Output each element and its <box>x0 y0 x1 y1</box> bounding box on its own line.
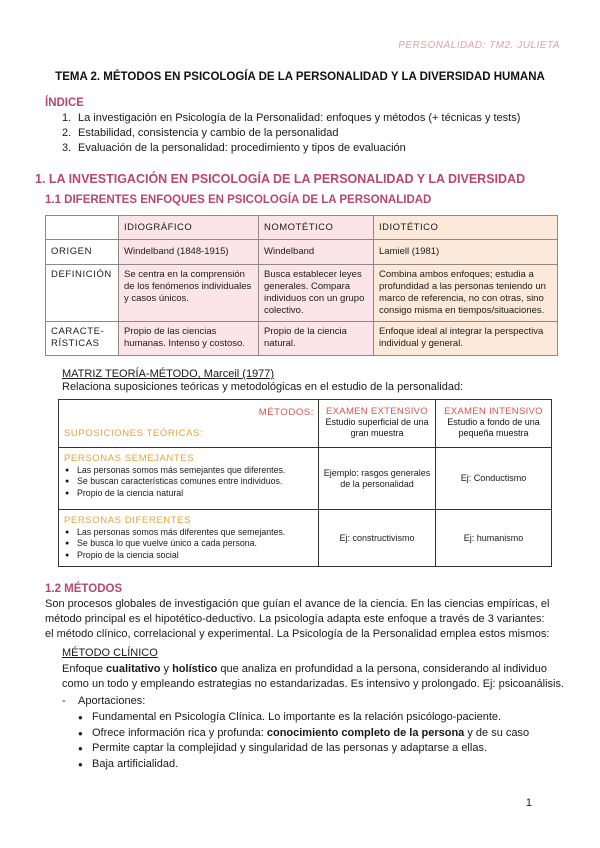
matrix-subtitle: Relaciona suposiciones teóricas y metodológicas en el estudio de la personalidad: <box>62 381 464 393</box>
index-list <box>62 111 520 156</box>
methods-label: MÉTODOS: <box>258 407 314 418</box>
contributions-label: - Aportaciones: <box>62 695 146 707</box>
bullet-list <box>64 527 313 562</box>
matrix-column-header: EXAMEN INTENSIVO Estudio a fondo de una pequeña muestra <box>436 400 552 448</box>
matrix-row-header: PERSONAS DIFERENTES ● Las personas somos más diferentes que semejantes. ● Se busca lo que vuelve único a cada persona. ● Propio de la ciencia social <box>59 510 319 567</box>
table-cell: Ej: Conductismo <box>436 448 552 510</box>
methods-paragraph: Son procesos globales de investigación que guían el avance de la ciencia. En las ciencias empíricas, el método principal es el hipotético-deductivo. La psicología adapta este enfoque a través de 3 variantes: el método clínico, correlacional y experimental. La Psicología de la Personalidad emplea estos mismos: <box>45 598 550 640</box>
theory-method-matrix <box>58 399 552 567</box>
table-row <box>46 265 558 322</box>
table-cell: Ej: humanismo <box>436 510 552 567</box>
index-item: 2. Estabilidad, consistencia y cambio de la personalidad <box>62 127 339 139</box>
list-item: ● Se busca lo que vuelve único a cada persona. <box>64 538 313 550</box>
table-header-row <box>46 216 558 240</box>
document-title: TEMA 2. MÉTODOS EN PSICOLOGÍA DE LA PERSONALIDAD Y LA DIVERSIDAD HUMANA <box>55 71 545 83</box>
clinical-method-title: MÉTODO CLÍNICO <box>62 647 158 659</box>
list-item: ● Baja artificialidad. <box>78 757 529 773</box>
list-item: ● Permite captar la complejidad y singularidad de las personas y adaptarse a ellas. <box>78 741 529 757</box>
table-header: IDIOTÉTICO <box>374 216 558 240</box>
matrix-header-row <box>59 400 552 448</box>
table-cell: Propio de la ciencia natural. <box>259 322 374 356</box>
index-item: 1. La investigación en Psicología de la Personalidad: enfoques y métodos (+ técnicas y tests) <box>62 112 521 124</box>
subsection-heading: 1.2 MÉTODOS <box>45 583 123 595</box>
assumptions-label: SUPOSICIONES TEÓRICAS: <box>64 428 204 439</box>
table-cell: Enfoque ideal al integrar la perspectiva individual y general. <box>374 322 558 356</box>
header-tag: PERSONALIDAD: TM2. JULIETA <box>398 40 560 51</box>
row-label: DEFINICIÓN <box>46 265 119 322</box>
list-item: ● Las personas somos más semejantes que diferentes. <box>64 465 313 477</box>
table-cell: Windelband (1848-1915) <box>119 240 259 265</box>
list-item: ● Las personas somos más diferentes que semejantes. <box>64 527 313 539</box>
subsection-heading: 1.1 DIFERENTES ENFOQUES EN PSICOLOGÍA DE LA PERSONALIDAD <box>45 194 432 206</box>
table-row <box>46 322 558 356</box>
bullet-list <box>64 465 313 500</box>
table-cell: Propio de las ciencias humanas. Intenso y costoso. <box>119 322 259 356</box>
clinical-method-paragraph: Enfoque cualitativo y holístico que analiza en profundidad a la persona, considerando al individuo como un todo y empleando estrategias no estandarizadas. Es intensivo y prolongado. Ej: psicoanálisis. <box>62 663 565 690</box>
table-row <box>46 240 558 265</box>
table-cell: Ej: constructivismo <box>319 510 436 567</box>
table-header: IDIOGRÁFICO <box>119 216 259 240</box>
table-row <box>59 448 552 510</box>
table-row <box>59 510 552 567</box>
table-cell: Se centra en la comprensión de los fenómenos individuales y casos únicos. <box>119 265 259 322</box>
list-item: ● Ofrece información rica y profunda: conocimiento completo de la persona y de su caso <box>78 726 529 742</box>
table-cell: Windelband <box>259 240 374 265</box>
table-cell: Busca establecer leyes generales. Compara individuos con un grupo colectivo. <box>259 265 374 322</box>
index-title: ÍNDICE <box>45 97 84 109</box>
row-label: ORIGEN <box>46 240 119 265</box>
list-item: ● Propio de la ciencia natural <box>64 488 313 500</box>
section-heading: 1. LA INVESTIGACIÓN EN PSICOLOGÍA DE LA PERSONALIDAD Y LA DIVERSIDAD <box>35 172 526 186</box>
matrix-row-header: PERSONAS SEMEJANTES ● Las personas somos más semejantes que diferentes. ● Se buscan características comunes entre individuos. ● Propio de la ciencia natural <box>59 448 319 510</box>
approaches-table <box>45 215 558 356</box>
row-label: CARACTE-RÍSTICAS <box>46 322 119 356</box>
matrix-corner <box>59 400 319 448</box>
matrix-column-header: EXAMEN EXTENSIVO Estudio superficial de una gran muestra <box>319 400 436 448</box>
list-item: ● Propio de la ciencia social <box>64 550 313 562</box>
list-item: ● Fundamental en Psicología Clínica. Lo importante es la relación psicólogo-paciente. <box>78 710 529 726</box>
page-number: 1 <box>525 797 532 809</box>
table-corner <box>46 216 119 240</box>
matrix-title: MATRIZ TEORÍA-MÉTODO, Marceil (1977) <box>62 368 275 380</box>
table-cell: Combina ambos enfoques; estudia a profundidad a las personas teniendo un marco de referencia, no con otras, sino consigo misma en tiempos/situaciones. <box>374 265 558 322</box>
list-item: ● Se buscan características comunes entre individuos. <box>64 476 313 488</box>
table-cell: Lamiell (1981) <box>374 240 558 265</box>
contributions-list <box>78 710 529 772</box>
table-header: NOMOTÉTICO <box>259 216 374 240</box>
index-item: 3. Evaluación de la personalidad: procedimiento y tipos de evaluación <box>62 142 406 154</box>
table-cell: Ejemplo: rasgos generales de la personalidad <box>319 448 436 510</box>
